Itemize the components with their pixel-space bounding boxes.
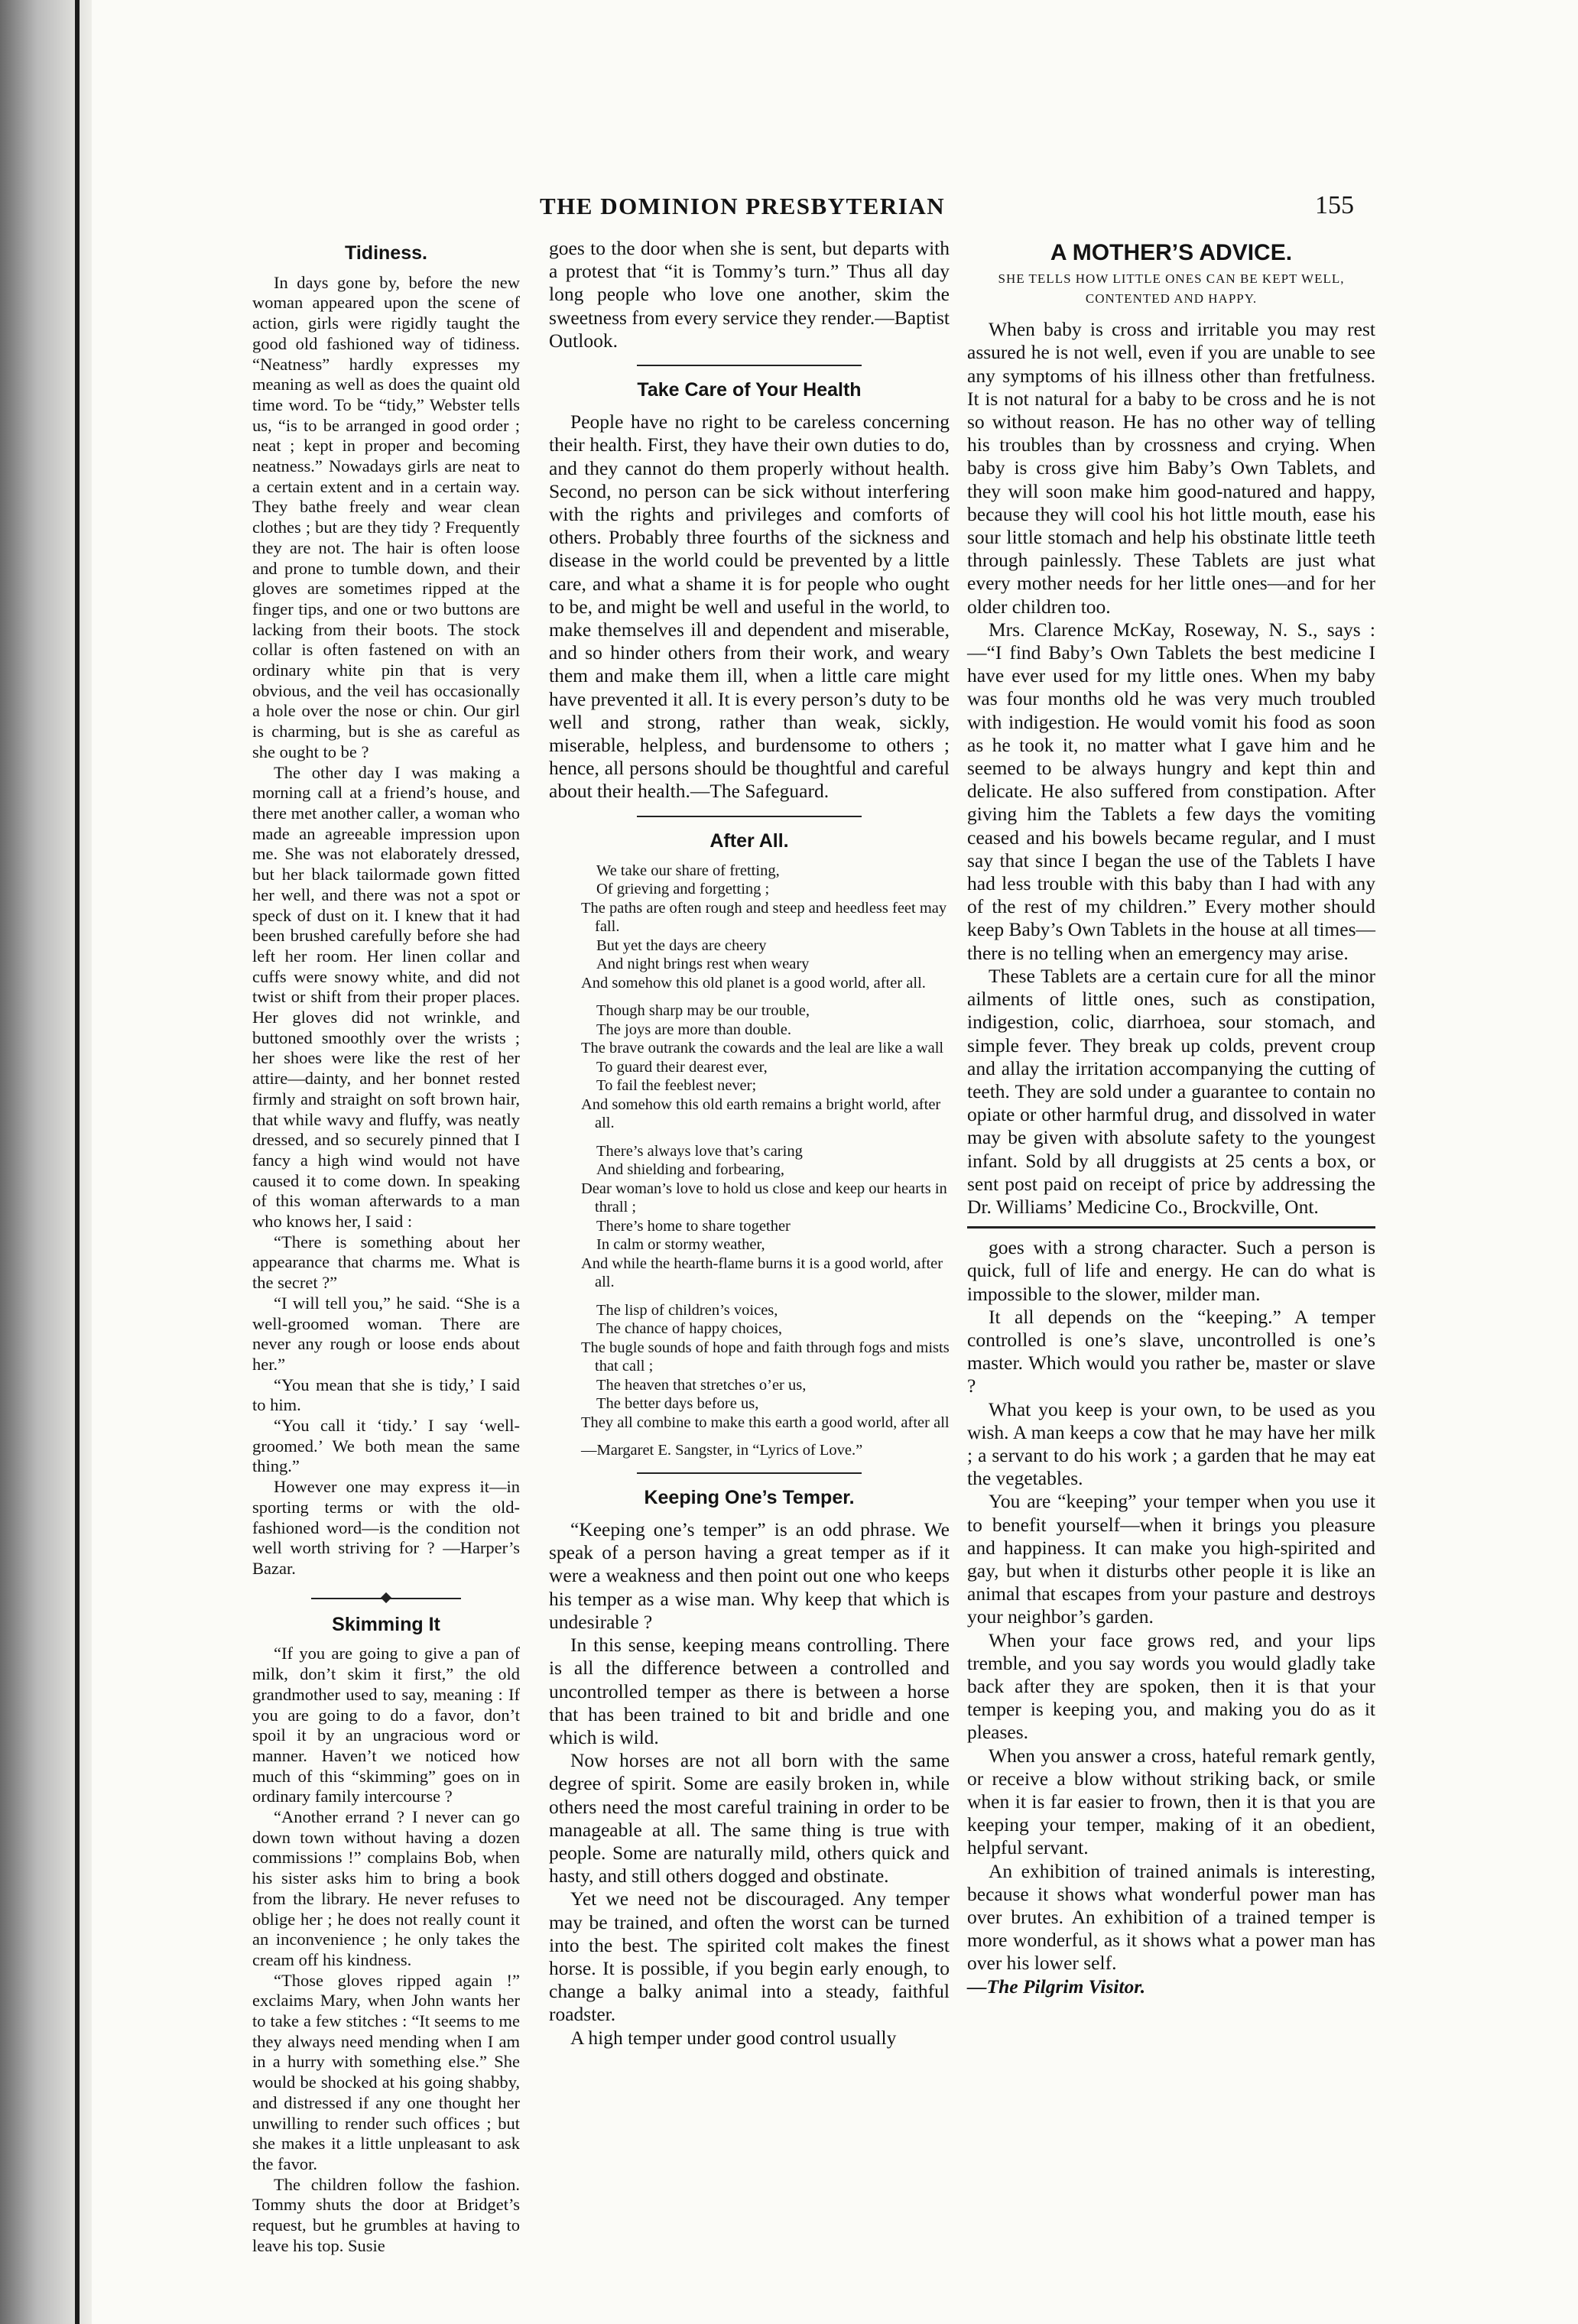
article-title: Tidiness.: [345, 242, 427, 264]
section-divider: [637, 816, 861, 817]
poem-line: But yet the days are cheery: [596, 936, 767, 954]
paragraph: goes with a strong character. Such a person is quick, full of life and energy. He can do what is impossible to the slower, milder man.: [967, 1236, 1375, 1305]
paragraph: People have no right to be careless concerning their health. First, they have their own duties to do, and they cannot do them properly without health. Second, no person can be sick without interfering with the rights and privileges and comforts of others. Probably three fourths of the sickness and disease in the world could be prevented by a little care, and what a shame it is for people who ought to be, and might be well and useful in the world, to make themselves ill and dependent and miserable, and so hinder others from their work, and weary them and make them ill, when a little care might have prevented it all. It is every person’s duty to be well and strong, rather than weak, sickly, miserable, helpless, and burdensome to others ; hence, all persons should be thoughtful and careful about their health.—The Safeguard.: [549, 411, 950, 803]
article-body: [967, 1236, 1375, 1975]
poem-stanza: [549, 1142, 950, 1292]
paragraph: “You mean that she is tidy,’ I said to him.: [252, 1375, 520, 1415]
paragraph: What you keep is your own, to be used as you wish. A man keeps a cow that he may have her milk ; a servant to do his work ; a garden that he may eat the vegetables.: [967, 1397, 1375, 1490]
poem-line: The heaven that stretches o’er us,: [596, 1376, 807, 1394]
paragraph: A high temper under good control usually: [570, 2026, 897, 2049]
paragraph: Mrs. Clarence McKay, Roseway, N. S., says :—“I find Baby’s Own Tablets the best medicine I have ever used for my little ones. When my baby was four months old he was very much troubled with indigestion. He would vomit his food as soon as he took it, no matter what I gave him and he seemed to be always hungry and kept thin and delicate. He also suffered from constipation. After giving him the Tablets a few days the vomiting ceased and his bowels became regular, and I must say that since I began the use of the Tablets I have had less trouble with this baby than I had with any of the rest of my children.” Every mother should keep Baby’s Own Tablets in the house at all times—there is no telling when an emergency may arise.: [967, 618, 1375, 964]
section-divider: [311, 1593, 461, 1604]
poem-line: And night brings rest when weary: [596, 956, 810, 973]
paragraph: In this sense, keeping means controlling. There is all the difference between a controlled and uncontrolled temper as there is between a horse that has been trained to bit and bridle and one which is wild.: [549, 1634, 950, 1748]
running-title: THE DOMINION PRESBYTERIAN: [540, 193, 946, 219]
poem-line: To fail the feeblest never;: [596, 1077, 757, 1095]
column-3: [967, 237, 1375, 1998]
paragraph: An exhibition of trained animals is interesting, because it shows what wonderful power man has over brutes. An exhibition of a trained temper is more wonderful, as it shows what a power man has over his lower self.: [967, 1859, 1375, 1975]
poem-stanza: [549, 1301, 950, 1433]
paragraph: The children follow the fashion. Tommy shuts the door at Bridget’s request, but he grumbles at having to leave his top. Susie: [252, 2174, 520, 2255]
page-number: 155: [1315, 191, 1354, 219]
column-1: [252, 237, 520, 2257]
poem-line: The chance of happy choices,: [596, 1320, 783, 1338]
section-divider: [637, 365, 861, 366]
section-divider: [967, 1226, 1375, 1229]
column-2: [549, 237, 950, 2050]
paragraph: Yet we need not be discouraged. Any temper may be trained, and often the worst can be turned into the best. The spirited colt makes the finest horse. It is possible, if you begin early enough, to change a balky animal into a steady, faithful roadster.: [549, 1887, 950, 2026]
article-body: [549, 1518, 950, 2050]
paragraph: In days gone by, before the new woman appeared upon the scene of action, girls were rigidly taught the good old fashioned way of tidiness. “Neatness” hardly expresses my meaning as well as does the quaint old time word. To be “tidy,” Webster tells us, “is to be arranged in good order ; neat ; kept in proper and becoming neatness.” Nowadays girls are neat to a certain extent and in a certain way. They bathe freely and wear clean clothes ; but are they tidy ? Frequently they are not. The hair is often loose and prone to tumble down, and their gloves are sometimes ripped at the finger tips, and one or two buttons are lacking from their boots. The stock collar is often fastened on with an ordinary white pin that is very obvious, and the veil has occasionally a hole over the nose or chin. Our girl is charming, but is she as careful as she ought to be ?: [252, 272, 520, 761]
poem-stanza: [549, 1001, 950, 1133]
poem-line: And somehow this old planet is a good world, after all.: [581, 974, 926, 992]
paragraph: “Another errand ? I never can go down town without having a dozen commissions !” complains Bob, when his sister asks him to bring a book from the library. He never refuses to oblige her ; he does not really count it an inconvenience ; he only takes the cream off his kindness.: [252, 1807, 520, 1969]
poem-line: And shielding and forbearing,: [596, 1161, 784, 1179]
poem-stanza: [549, 862, 950, 993]
poem-line: And while the hearth-flame burns it is a good world, after all.: [581, 1255, 943, 1291]
paragraph: “I will tell you,” he said. “She is a well-groomed woman. There are never any rough or loose ends about her.”: [252, 1293, 520, 1374]
article-title: Take Care of Your Health: [637, 379, 862, 401]
poem-line: Though sharp may be our trouble,: [596, 1002, 810, 1020]
advertisement-body: [967, 318, 1375, 1219]
paragraph: You are “keeping” your temper when you use it to benefit yourself—when it brings you pleasure and happiness. It can make you high-spirited and gay, but when it disturbs other people it is like an animal that escapes from your pasture and destroys your neighbor’s garden.: [967, 1490, 1375, 1628]
paragraph: The other day I was making a morning call at a friend’s house, and there met another caller, a woman who made an agreeable impression upon me. She was not elaborately dressed, but her black tailormade gown fitted her well, and there was not a spot or speck of dust on it. I knew that it had been brushed carefully before she had left her room. Her linen collar and cuffs were snowy white, and did not twist or shift from their proper places. Her gloves did not wrinkle, and buttoned smoothly over the wrists ; her shoes were like the rest of her attire—dainty, and her bonnet rested firmly and straight on soft brown hair, that while wavy and fluffy, was neatly dressed, and so securely pinned that I fancy a high wind would not have caused it to come down. In speaking of this woman afterwards to a man who knows her, I said :: [252, 762, 520, 1232]
article-attribution: —The Pilgrim Visitor.: [967, 1975, 1146, 1998]
paragraph: “Those gloves ripped again !” exclaims Mary, when John wants her to take a few stitches : “It seems to me they always need mending when I am in a hurry with something else.” She would be shocked at his going shabby, and distressed if any one thought her unwilling to render such offices ; but she makes it a little unpleasant to ask the favor.: [252, 1970, 520, 2173]
paragraph: When your face grows red, and your lips tremble, and you say words you would gladly take back after they are spoken, then it is that your temper is keeping you, and making you do as it pleases.: [967, 1628, 1375, 1744]
paragraph: When baby is cross and irritable you may rest assured he is not well, even if you are unable to see any symptoms of his illness other than fretfulness. It is not natural for a baby to be cross and he is not so without reason. He has no other way of telling his troubles than by crossness and crying. When baby is cross give him Baby’s Own Tablets, and they will soon make him good-natured and happy, because they will cool his hot little mouth, ease his sour little stomach and help his obstinate little teeth through painlessly. These Tablets are just what every mother needs for her little ones—and for her older children too.: [967, 318, 1375, 618]
poem-line: The better days before us,: [596, 1395, 759, 1413]
paragraph: When you answer a cross, hateful remark gently, or receive a blow without striking back, or smile when it is far easier to frown, then it is that you are keeping your temper, making of it an obedient, helpful servant.: [967, 1744, 1375, 1859]
paragraph: “Keeping one’s temper” is an odd phrase. We speak of a person having a great temper as if it were a weakness and then point out one who keeps his temper as a wise man. Why keep that which is undesirable ?: [549, 1518, 950, 1633]
page-header: [0, 182, 1578, 228]
poem-line: There’s home to share together: [596, 1217, 791, 1235]
paragraph: However one may express it—in sporting terms or with the old-fashioned word—is the condition not well worth striving for ? —Harper’s Bazar.: [252, 1477, 520, 1578]
continued-paragraph: goes to the door when she is sent, but departs with a protest that “it is Tommy’s turn.” Thus all day long people who love one another, skim the sweetness from every service they render.—Baptist Outlook.: [549, 237, 950, 352]
paragraph: These Tablets are a certain cure for all the minor ailments of little ones, such as constipation, indigestion, colic, diarrhoea, sour stomach, and simple fever. They break up colds, prevent croup and allay the irritation accompanying the cutting of teeth. They are sold under a guarantee to contain no opiate or other harmful drug, and dissolved in water may be given with absolute safety to the youngest infant. Sold by all druggists at 25 cents a box, or sent post paid on receipt of price by addressing the Dr. Williams’ Medicine Co., Brockville, Ont.: [967, 964, 1375, 1218]
poem-line: In calm or stormy weather,: [596, 1236, 765, 1254]
poem-line: And somehow this old earth remains a bright world, after all.: [581, 1095, 941, 1132]
article-title: Skimming It: [332, 1613, 440, 1635]
poem-line: Dear woman’s love to hold us close and keep our hearts in thrall ;: [581, 1180, 947, 1216]
poem-line: Of grieving and forgetting ;: [596, 881, 770, 898]
poem-line: The paths are often rough and steep and heedless feet may fall.: [581, 899, 947, 936]
poem-attribution: —Margaret E. Sangster, in “Lyrics of Love.”: [581, 1442, 863, 1459]
poem: [549, 862, 950, 1433]
poem-line: The lisp of children’s voices,: [596, 1301, 778, 1319]
advertisement-title: A MOTHER’S ADVICE.: [1050, 240, 1293, 265]
paragraph: “There is something about her appearance that charms me. What is the secret ?”: [252, 1232, 520, 1293]
poem-line: To guard their dearest ever,: [596, 1058, 768, 1076]
article-body: [252, 1644, 520, 2256]
poem-line: There’s always love that’s caring: [596, 1142, 803, 1160]
poem-title: After All.: [709, 829, 789, 852]
poem-line: The bugle sounds of hope and faith through fogs and mists that call ;: [581, 1339, 950, 1375]
binding-edge: [75, 0, 80, 2324]
paragraph: It all depends on the “keeping.” A temper controlled is one’s slave, uncontrolled is one’s master. Which would you rather be, master or slave ?: [967, 1305, 1375, 1397]
paragraph: “You call it ‘tidy.’ I say ‘well-groomed.’ We both mean the same thing.”: [252, 1416, 520, 1476]
poem-line: We take our share of fretting,: [596, 862, 780, 879]
poem-line: The joys are more than double.: [596, 1021, 792, 1038]
paragraph: Now horses are not all born with the same degree of spirit. Some are easily broken in, while others need the most careful training in order to be manageable at all. The same thing is true with people. Some are naturally mild, others quick and hasty, and still others dogged and obstinate.: [549, 1749, 950, 1887]
article-body: [549, 411, 950, 803]
article-body: [252, 273, 520, 1579]
paragraph: “If you are going to give a pan of milk, don’t skim it first,” the old grandmother used to say, meaning : If you are going to do a favor, don’t spoil it by an ungracious word or manner. Haven’t we noticed how much of this “skimming” goes on in ordinary family intercourse ?: [252, 1644, 520, 1806]
article-title: Keeping One’s Temper.: [644, 1486, 855, 1508]
poem-line: The brave outrank the cowards and the leal are like a wall: [581, 1040, 944, 1057]
advertisement-subtitle: SHE TELLS HOW LITTLE ONES CAN BE KEPT WELL, CONTENTED AND HAPPY.: [998, 271, 1345, 307]
section-divider: [637, 1472, 861, 1474]
poem-line: They all combine to make this earth a good world, after all: [581, 1414, 950, 1431]
